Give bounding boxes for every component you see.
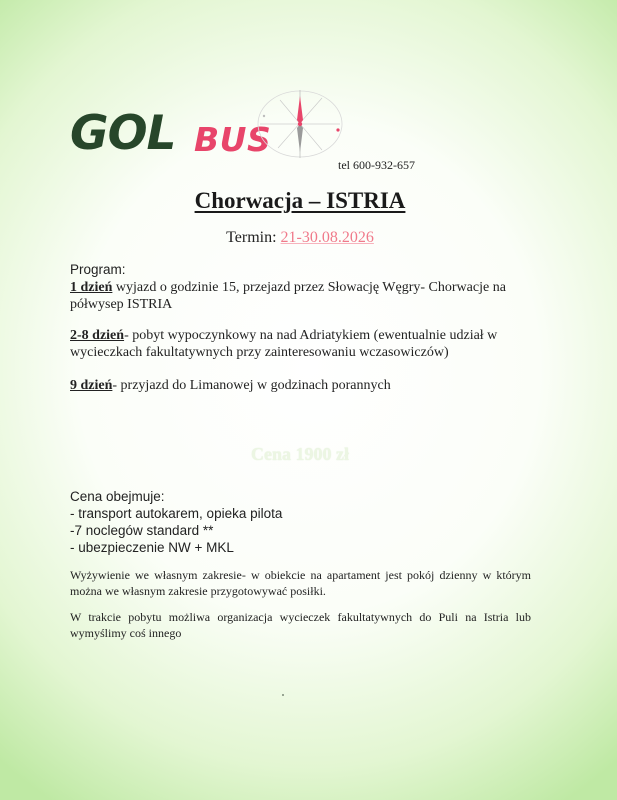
price-includes: [70, 488, 470, 556]
logo-text-gol: GOL: [70, 106, 176, 161]
trip-dates: [0, 229, 600, 247]
day-text: - pobyt wypoczynkowy na nad Adriatykiem (ewentualnie udział w wycieczkach fakultatywnych przy zainteresowaniu wczasowiczów): [70, 328, 498, 360]
page-title: Chorwacja – ISTRIA: [194, 188, 406, 213]
compass-rose-icon: [250, 86, 346, 164]
day-label: 9 dzień: [70, 378, 113, 393]
termin-dates: 21-30.08.2026: [280, 229, 374, 246]
day-text: - przyjazd do Limanowej w godzinach porannych: [112, 378, 391, 393]
program-day-1: [70, 279, 540, 313]
day-text: wyjazd o godzinie 15, przejazd przez Słowację Węgry- Chorwacje na półwysep ISTRIA: [70, 280, 506, 312]
logo-text-bus: BUS: [194, 120, 272, 159]
includes-item: -7 noclegów standard **: [70, 523, 214, 538]
note-meals: Wyżywienie we własnym zakresie- w obiekcie na apartament jest pokój dzienny w którym można we własnym zakresie przygotowywać posiłki.: [70, 568, 531, 598]
includes-item: - ubezpieczenie NW + MKL: [70, 540, 234, 555]
program-day-2-8: [70, 327, 540, 361]
program-day-9: [70, 377, 540, 394]
includes-item: - transport autokarem, opieka pilota: [70, 506, 283, 521]
phone-number: tel 600-932-657: [338, 158, 415, 172]
termin-label: Termin:: [226, 229, 277, 246]
day-label: 2-8 dzień: [70, 328, 125, 343]
note-excursions: W trakcie pobytu możliwa organizacja wycieczek fakultatywnych do Puli na Istria lub wymyślimy coś innego: [70, 610, 531, 640]
speck: [282, 694, 284, 696]
program-heading: Program:: [70, 262, 126, 277]
includes-heading: Cena obejmuje:: [70, 489, 165, 504]
day-label: 1 dzień: [70, 280, 113, 295]
price-label: Cena 1900 zł: [251, 444, 349, 464]
